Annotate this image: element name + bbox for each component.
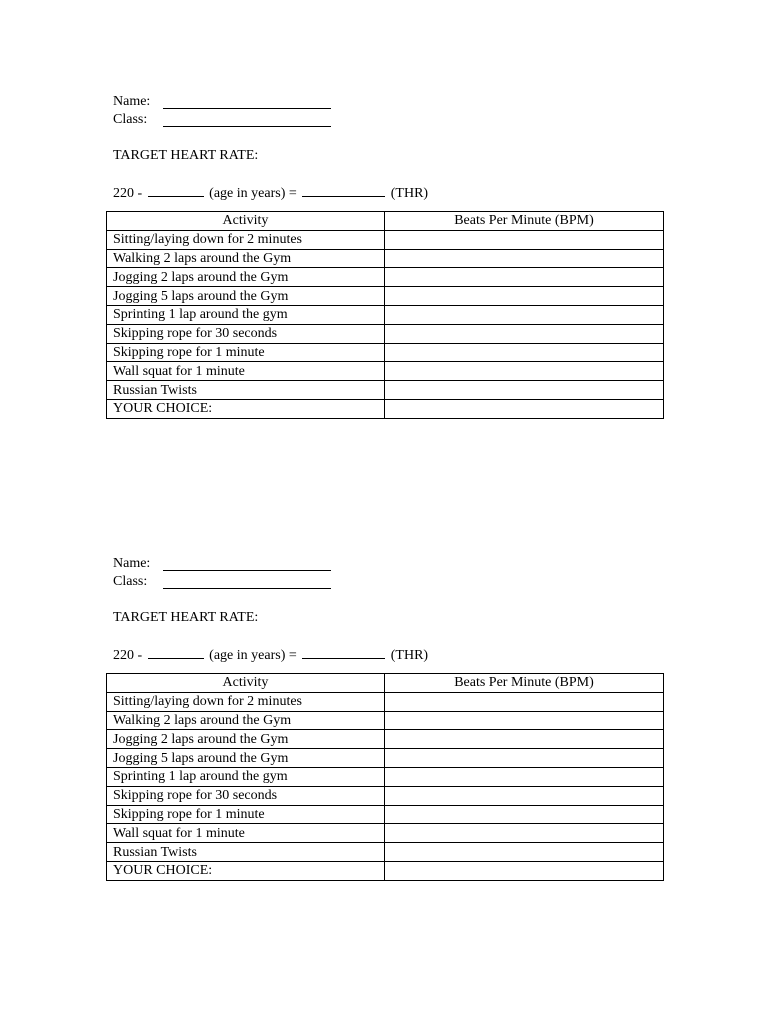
bpm-cell[interactable] [385, 824, 664, 843]
table-row [107, 843, 664, 862]
activity-cell: Skipping rope for 30 seconds [107, 324, 385, 343]
name-blank[interactable] [163, 570, 331, 571]
bpm-cell[interactable] [385, 767, 664, 786]
bpm-cell[interactable] [385, 749, 664, 768]
table-row [107, 786, 664, 805]
worksheet-1 [106, 93, 663, 419]
class-label: Class: [113, 112, 148, 127]
activity-cell: Jogging 2 laps around the Gym [107, 268, 385, 287]
table-row [107, 805, 664, 824]
table-row [107, 381, 664, 400]
table-row [107, 861, 664, 880]
bpm-cell[interactable] [385, 805, 664, 824]
activity-cell: Sitting/laying down for 2 minutes [107, 692, 385, 711]
activity-cell: YOUR CHOICE: [107, 861, 385, 880]
name-blank[interactable] [163, 108, 331, 109]
table-row [107, 692, 664, 711]
formula-prefix: 220 - [113, 186, 143, 201]
formula-suffix: (THR) [390, 186, 429, 201]
formula-suffix: (THR) [390, 648, 429, 663]
bpm-cell[interactable] [385, 305, 664, 324]
activity-cell: Wall squat for 1 minute [107, 362, 385, 381]
bpm-cell[interactable] [385, 381, 664, 400]
formula-middle: (age in years) = [209, 186, 297, 201]
target-heart-rate-heading: TARGET HEART RATE: [113, 610, 259, 625]
age-blank[interactable] [148, 646, 204, 659]
formula-prefix: 220 - [113, 648, 143, 663]
activity-cell: Skipping rope for 1 minute [107, 805, 385, 824]
bpm-cell[interactable] [385, 399, 664, 418]
table-row [107, 824, 664, 843]
thr-blank[interactable] [302, 184, 385, 197]
activity-cell: Walking 2 laps around the Gym [107, 249, 385, 268]
table-row [107, 305, 664, 324]
name-field [106, 93, 663, 111]
activity-cell: YOUR CHOICE: [107, 399, 385, 418]
bpm-cell[interactable] [385, 861, 664, 880]
bpm-cell[interactable] [385, 362, 664, 381]
bpm-cell[interactable] [385, 711, 664, 730]
target-heart-rate-heading: TARGET HEART RATE: [113, 148, 259, 163]
table-row [107, 268, 664, 287]
thr-blank[interactable] [302, 646, 385, 659]
activity-cell: Jogging 5 laps around the Gym [107, 749, 385, 768]
activity-cell: Skipping rope for 1 minute [107, 343, 385, 362]
name-label: Name: [113, 556, 151, 571]
activity-cell: Wall squat for 1 minute [107, 824, 385, 843]
bpm-cell[interactable] [385, 230, 664, 249]
table-row [107, 711, 664, 730]
bpm-header: Beats Per Minute (BPM) [385, 212, 664, 231]
table-row [107, 287, 664, 306]
activity-cell: Sprinting 1 lap around the gym [107, 767, 385, 786]
activity-cell: Walking 2 laps around the Gym [107, 711, 385, 730]
table-row [107, 324, 664, 343]
bpm-cell[interactable] [385, 287, 664, 306]
activity-cell: Russian Twists [107, 843, 385, 862]
activity-cell: Russian Twists [107, 381, 385, 400]
thr-formula [106, 646, 663, 664]
table-header-row [107, 212, 664, 231]
class-field [106, 573, 663, 591]
table-row [107, 767, 664, 786]
bpm-cell[interactable] [385, 324, 664, 343]
class-label: Class: [113, 574, 148, 589]
name-field [106, 555, 663, 573]
activity-cell: Jogging 2 laps around the Gym [107, 730, 385, 749]
bpm-cell[interactable] [385, 730, 664, 749]
table-row [107, 362, 664, 381]
bpm-header: Beats Per Minute (BPM) [385, 674, 664, 693]
class-blank[interactable] [163, 126, 331, 127]
table-row [107, 343, 664, 362]
class-blank[interactable] [163, 588, 331, 589]
table-row [107, 249, 664, 268]
activity-cell: Sitting/laying down for 2 minutes [107, 230, 385, 249]
bpm-cell[interactable] [385, 786, 664, 805]
activity-cell: Sprinting 1 lap around the gym [107, 305, 385, 324]
age-blank[interactable] [148, 184, 204, 197]
table-row [107, 749, 664, 768]
bpm-cell[interactable] [385, 843, 664, 862]
table-header-row [107, 674, 664, 693]
activity-cell: Skipping rope for 30 seconds [107, 786, 385, 805]
table-row [107, 230, 664, 249]
bpm-cell[interactable] [385, 343, 664, 362]
activity-header: Activity [107, 212, 385, 231]
table-row [107, 730, 664, 749]
worksheet-2 [106, 555, 663, 881]
class-field [106, 111, 663, 129]
bpm-cell[interactable] [385, 692, 664, 711]
table-row [107, 399, 664, 418]
name-label: Name: [113, 94, 151, 109]
activity-table [106, 211, 664, 419]
activity-cell: Jogging 5 laps around the Gym [107, 287, 385, 306]
activity-table [106, 673, 664, 881]
thr-formula [106, 184, 663, 202]
activity-header: Activity [107, 674, 385, 693]
bpm-cell[interactable] [385, 268, 664, 287]
bpm-cell[interactable] [385, 249, 664, 268]
formula-middle: (age in years) = [209, 648, 297, 663]
